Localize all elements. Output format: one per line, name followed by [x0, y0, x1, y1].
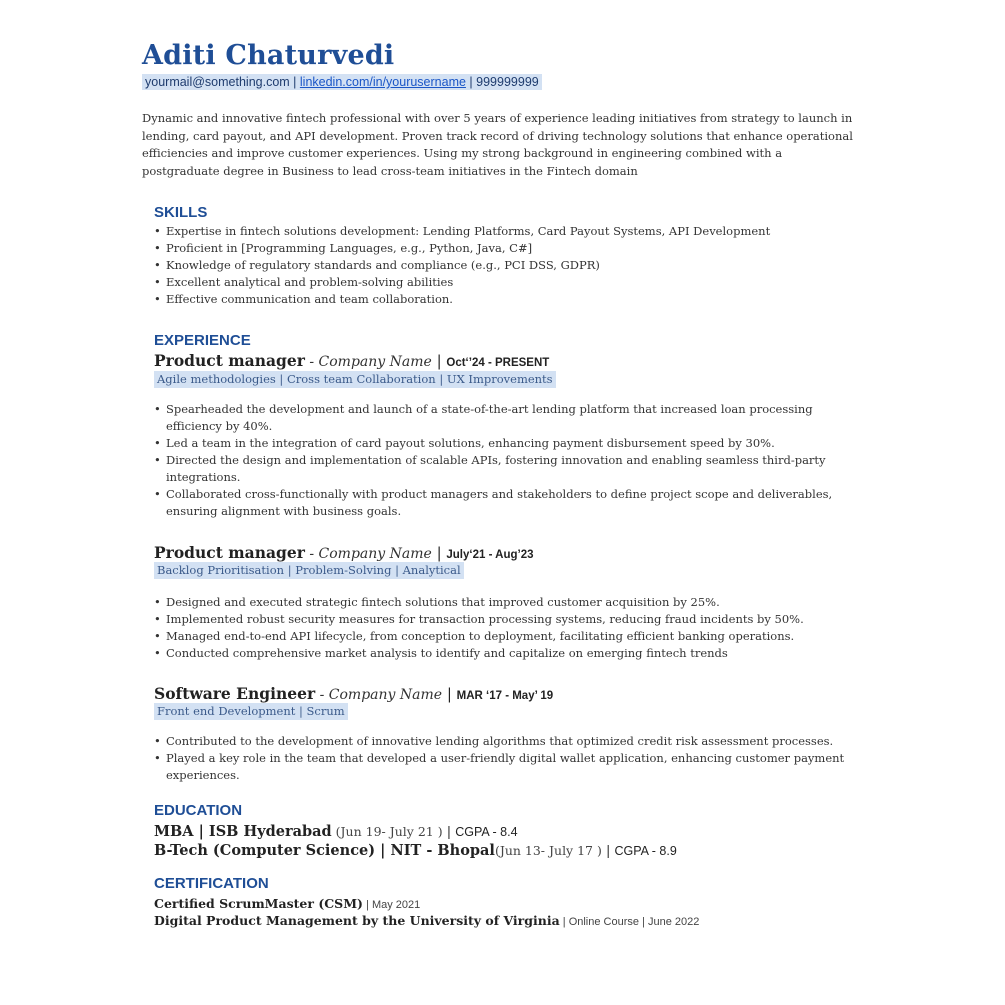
job-separator: | [431, 352, 447, 370]
certification-meta: May 2021 [371, 899, 421, 911]
contact-separator: | [465, 75, 477, 89]
certification-name: Digital Product Management by the University of Virginia [154, 913, 560, 928]
job-separator: | [442, 685, 457, 703]
education-dates: (Jun 13- July 17 ) [494, 843, 602, 858]
job-dash: - [304, 546, 319, 562]
job-bullets [154, 733, 854, 784]
job-header [154, 543, 534, 562]
education-separator: | [442, 825, 456, 840]
job-separator: | [431, 544, 447, 562]
job-header [154, 684, 553, 703]
education-degree: B-Tech (Computer Science) | NIT - Bhopal [154, 842, 495, 859]
education-heading: EDUCATION [154, 802, 243, 819]
skill-item: • Effective communication and team collaboration. [154, 291, 854, 308]
job-bullet: • Conducted comprehensive market analysis to identify and capitalize on emerging fintech trends [154, 645, 854, 662]
linkedin-link[interactable]: linkedin.com/in/yourusername [299, 75, 466, 89]
certification-heading: CERTIFICATION [154, 875, 269, 892]
job-bullet: • Directed the design and implementation of scalable APIs, fostering innovation and enabling seamless third-party integrations. [154, 452, 844, 486]
certification-entry [154, 910, 699, 929]
skills-heading: SKILLS [154, 204, 208, 221]
job-bullet: • Managed end-to-end API lifecycle, from conception to deployment, facilitating efficient banking operations. [154, 628, 854, 645]
certification-separator: | [559, 916, 569, 928]
education-entry [154, 840, 677, 859]
job-title: Product manager [154, 351, 305, 370]
job-dash: - [315, 687, 329, 703]
job-tags: Backlog Prioritisation | Problem-Solving | Analytical [154, 562, 464, 579]
job-company: Company Name [318, 354, 432, 370]
email-text[interactable]: yourmail@something.com [145, 75, 290, 89]
job-title: Product manager [154, 543, 305, 562]
skill-item: • Knowledge of regulatory standards and compliance (e.g., PCI DSS, GDPR) [154, 257, 854, 274]
job-company: Company Name [318, 546, 432, 562]
education-dates: (Jun 19- July 21 ) [331, 824, 443, 839]
skill-item: • Excellent analytical and problem-solving abilities [154, 274, 854, 291]
education-separator: | [601, 844, 615, 859]
job-bullets [154, 594, 854, 662]
job-dash: - [304, 354, 319, 370]
job-bullet: • Implemented robust security measures for transaction processing systems, reducing fraud incidents by 50%. [154, 611, 854, 628]
skills-list [154, 223, 854, 308]
certification-name: Certified ScrumMaster (CSM) [154, 896, 363, 911]
job-bullet: • Contributed to the development of innovative lending algorithms that optimized credit risk assessment processes. [154, 733, 854, 750]
contact-line [142, 74, 542, 90]
education-gpa: CGPA - 8.9 [614, 844, 677, 858]
education-degree: MBA | ISB Hyderabad [154, 823, 332, 840]
experience-heading: EXPERIENCE [154, 332, 251, 349]
education-entry [154, 821, 518, 840]
job-bullet: • Spearheaded the development and launch of a state-of-the-art lending platform that increased loan processing efficiency by 40%. [154, 401, 844, 435]
contact-separator: | [289, 75, 300, 89]
job-dates: MAR ‘17 - May’ 19 [456, 690, 554, 702]
skill-item: • Proficient in [Programming Languages, e.g., Python, Java, C#] [154, 240, 854, 257]
phone-text: 999999999 [476, 75, 539, 89]
candidate-name: Aditi Chaturvedi [142, 40, 395, 71]
certification-meta: Online Course | June 2022 [568, 916, 700, 928]
education-gpa: CGPA - 8.4 [455, 825, 518, 839]
job-tags: Front end Development | Scrum [154, 703, 348, 720]
profile-summary: Dynamic and innovative fintech professional with over 5 years of experience leading initiatives from strategy to launch in lending, card payout, and API development. Proven track record of driving technology solutions that enhance operational efficiencies and improve customer experiences. Using my strong background in engineering combined with a postgraduate degree in Business to lead cross-team initiatives in the Fintech domain [142, 111, 853, 178]
job-bullets [154, 401, 844, 520]
job-bullet: • Played a key role in the team that developed a user-friendly digital wallet application, enhancing customer payment experiences. [154, 750, 854, 784]
job-bullet: • Collaborated cross-functionally with product managers and stakeholders to define project scope and deliverables, ensuring alignment with business goals. [154, 486, 844, 520]
job-bullet: • Designed and executed strategic fintech solutions that improved customer acquisition by 25%. [154, 594, 854, 611]
job-dates: July‘21 - Aug’23 [446, 549, 534, 561]
job-company: Company Name [328, 687, 443, 703]
skill-item: • Expertise in fintech solutions development: Lending Platforms, Card Payout Systems, API Development [154, 223, 854, 240]
job-title: Software Engineer [154, 684, 316, 703]
job-dates: Oct‘’24 - PRESENT [446, 357, 550, 369]
certification-separator: | [362, 899, 372, 911]
job-tags: Agile methodologies | Cross team Collaboration | UX Improvements [154, 371, 556, 388]
job-bullet: • Led a team in the integration of card payout solutions, enhancing payment disbursement speed by 30%. [154, 435, 844, 452]
job-header [154, 351, 549, 370]
